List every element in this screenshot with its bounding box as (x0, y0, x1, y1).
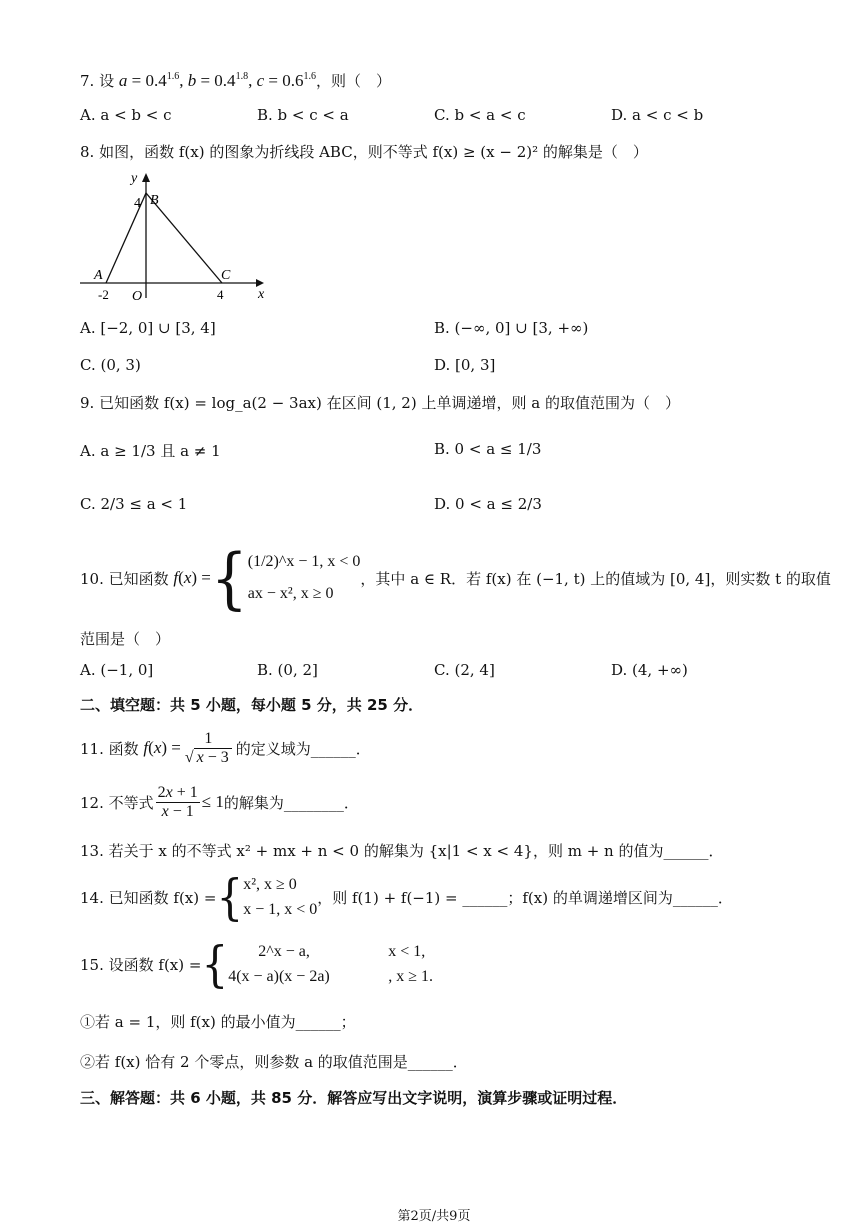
q15-case-2-expr: 4(x − a)(x − 2a) (228, 967, 330, 985)
q7-option-c: C. b < a < c (434, 106, 526, 124)
q14-brace: { (216, 869, 244, 926)
q14: 14. 已知函数 f(x) = { x², x ≥ 0 x − 1, x < 0 ，则 f(1) + f(−1) = ______；f(x) 的单调递增区间为______． (80, 869, 733, 926)
q9-option-c: C. 2/3 ≤ a < 1 (80, 495, 188, 513)
q10-option-d: D. (4, +∞) (611, 661, 688, 679)
q7-expression: $a = 0.4^{1.6}$, $b = 0.4^{1.8}$, $c = 0.6^{1.6}$ (118, 71, 316, 90)
q12-fraction: $\frac{2x + 1}{x - 1}$ (157, 784, 198, 820)
polyline-abc (106, 193, 222, 283)
section-3-heading: 三、解答题：共 6 小题，共 85 分．解答应写出文字说明，演算步骤或证明过程． (80, 1089, 628, 1107)
q14-case-2: x − 1, x < 0 (243, 900, 318, 918)
q8-graph-figure (76, 170, 266, 305)
q10-brace: { (210, 538, 248, 618)
q15-brace: { (201, 936, 229, 993)
q8-option-b: B. (−∞, 0] ∪ [3, +∞) (434, 319, 589, 337)
q9-option-b: B. 0 < a ≤ 1/3 (434, 440, 542, 458)
q10-option-c: C. (2, 4] (434, 661, 495, 679)
label-a: A (94, 268, 103, 283)
q7-stem: 7. 设 $a = 0.4^{1.6}$, $b = 0.4^{1.8}$, $c = 0.6^{1.6}$，则（ ） (80, 71, 391, 90)
q9-stem: 9. 已知函数 f(x) = log_a(2 − 3ax) 在区间 (1, 2) 上单调递增，则 a 的取值范围为（ ） (80, 394, 680, 412)
q11-fraction: $\frac{1}{√ x - 3}$ (183, 730, 234, 766)
q14-case-1: x², x ≥ 0 (243, 876, 297, 893)
label-b: B (150, 193, 159, 208)
q10-stem: 10. 已知函数 f(x) = { (1/2)^x − 1, x < 0 ax − x², x ≥ 0 ，其中 a ∈ R．若 f(x) 在 (−1, t) 上的值域为 [0, 4]，则实数 t 的取值 (80, 538, 831, 618)
q8-stem: 8. 如图，函数 f(x) 的图象为折线段 ABC，则不等式 f(x) ≥ (x − 2)² 的解集是（ ） (80, 143, 648, 161)
q8-option-a: A. [−2, 0] ∪ [3, 4] (80, 319, 216, 337)
label-c: C (221, 268, 231, 283)
q15-part-1: ①若 a = 1，则 f(x) 的最小值为______； (80, 1013, 356, 1031)
q10-option-a: A. (−1, 0] (80, 661, 154, 679)
label-4-y: 4 (134, 196, 141, 211)
q15-case-2-cond: , x ≥ 1. (388, 967, 433, 985)
label-4-x: 4 (217, 287, 224, 302)
q8-option-c: C. (0, 3) (80, 356, 141, 374)
label-origin: O (132, 289, 143, 304)
q11: 11. 函数 f(x) = $\frac{1}{√ x - 3}$ 的定义域为______． (80, 730, 371, 766)
q15-case-1-expr: 2^x − a, (258, 943, 310, 960)
q8-option-d: D. [0, 3] (434, 356, 496, 374)
q15: 15. 设函数 f(x) = { 2^x − a, x < 1, 4(x − a)(x − 2a) , x ≥ 1. (80, 936, 433, 993)
label-minus2: -2 (98, 287, 109, 302)
q9-option-d: D. 0 < a ≤ 2/3 (434, 495, 542, 513)
label-y: y (131, 171, 138, 186)
q7-option-b: B. b < c < a (257, 106, 349, 124)
label-x: x (258, 287, 265, 302)
q10-stem-cont: 范围是（ ） (80, 630, 171, 648)
q10-case-1: (1/2)^x − 1, x < 0 (247, 553, 361, 570)
q10-case-2: ax − x², x ≥ 0 (247, 585, 334, 602)
q10-option-b: B. (0, 2] (257, 661, 318, 679)
q15-part-2: ②若 f(x) 恰有 2 个零点，则参数 a 的取值范围是______． (80, 1053, 468, 1071)
q7-option-d: D. a < c < b (611, 106, 704, 124)
page-footer: 第2页/共9页 (397, 1209, 471, 1224)
q7-option-a: A. a < b < c (80, 106, 172, 124)
q15-case-1-cond: x < 1, (388, 943, 426, 960)
x-axis-arrow-icon (256, 279, 264, 287)
q13: 13. 若关于 x 的不等式 x² + mx + n < 0 的解集为 {x|1 < x < 4}，则 m + n 的值为______． (80, 842, 724, 860)
q9-option-a: A. a ≥ 1/3 且 a ≠ 1 (80, 442, 221, 460)
section-2-heading: 二、填空题：共 5 小题，每小题 5 分，共 25 分． (80, 696, 424, 714)
y-axis-arrow-icon (142, 173, 150, 182)
q12: 12. 不等式 $\frac{2x + 1}{x - 1}$ ≤ 1 的解集为________． (80, 784, 359, 820)
